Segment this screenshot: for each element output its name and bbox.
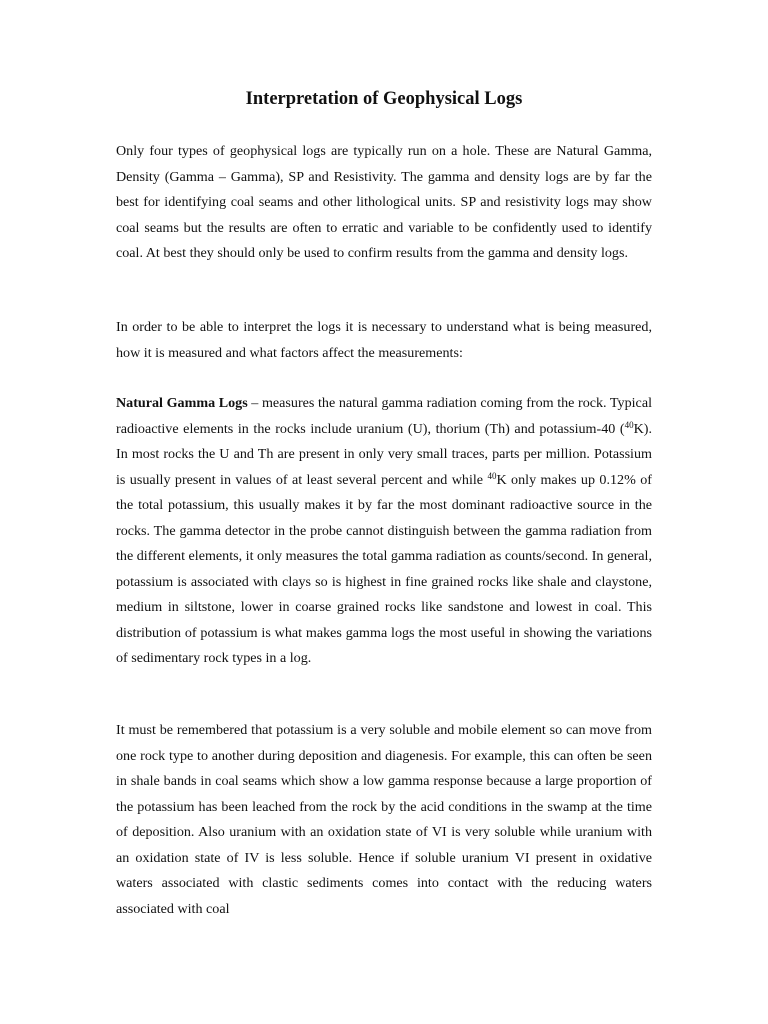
paragraph-intro: Only four types of geophysical logs are typically run on a hole. These are Natural Gamma, Density (Gamma – Gamma), SP and Resistivity. The gamma and density logs are by far the best for identifying coal seams and other lithological units. SP and resistivity logs may show coal seams but the results are often to erratic and variable to be confidently used to identify coal. At best they should only be used to confirm results from the gamma and density logs.: [116, 143, 652, 261]
natural-gamma-text-b: K). In most rocks the U and Th are present in only very small traces, parts per million. Potassium is usually present in values of at least several percent and while: [116, 420, 652, 488]
paragraph-measurement: In order to be able to interpret the logs it is necessary to understand what is being measured, how it is measured and what factors affect the measurements:: [116, 319, 652, 361]
natural-gamma-text-c: K only makes up 0.12% of the total potassium, this usually makes it by far the most dominant radioactive source in the rocks. The gamma detector in the probe cannot distinguish between the gamma radiation from the different elements, it only measures the total gamma radiation as counts/second. In general, potassium is associated with clays so is highest in fine grained rocks like shale and claystone, medium in siltstone, lower in coarse grained rocks like sandstone and lowest in coal. This distribution of potassium is what makes gamma logs the most useful in showing the variations of sedimentary rock types in a log.: [116, 471, 652, 666]
paragraph-natural-gamma: [116, 391, 652, 672]
isotope-superscript: 40: [624, 419, 634, 430]
isotope-superscript: 40: [487, 470, 497, 481]
paragraph-potassium-mobility: It must be remembered that potassium is a very soluble and mobile element so can move from one rock type to another during deposition and diagenesis. For example, this can often be seen in shale bands in coal seams which show a low gamma response because a large proportion of the potassium has been leached from the rock by the acid conditions in the swamp at the time of deposition. Also uranium with an oxidation state of VI is very soluble while uranium with an oxidation state of IV is less soluble. Hence if soluble uranium VI present in oxidative waters associated with clastic sediments comes into contact with the reducing waters associated with coal: [116, 722, 652, 917]
natural-gamma-heading: Natural Gamma Logs: [116, 395, 248, 411]
natural-gamma-text-a: – measures the natural gamma radiation coming from the rock. Typical radioactive elements in the rocks include uranium (U), thorium (Th) and potassium-40 (: [116, 395, 652, 437]
page-title: Interpretation of Geophysical Logs: [245, 89, 523, 109]
